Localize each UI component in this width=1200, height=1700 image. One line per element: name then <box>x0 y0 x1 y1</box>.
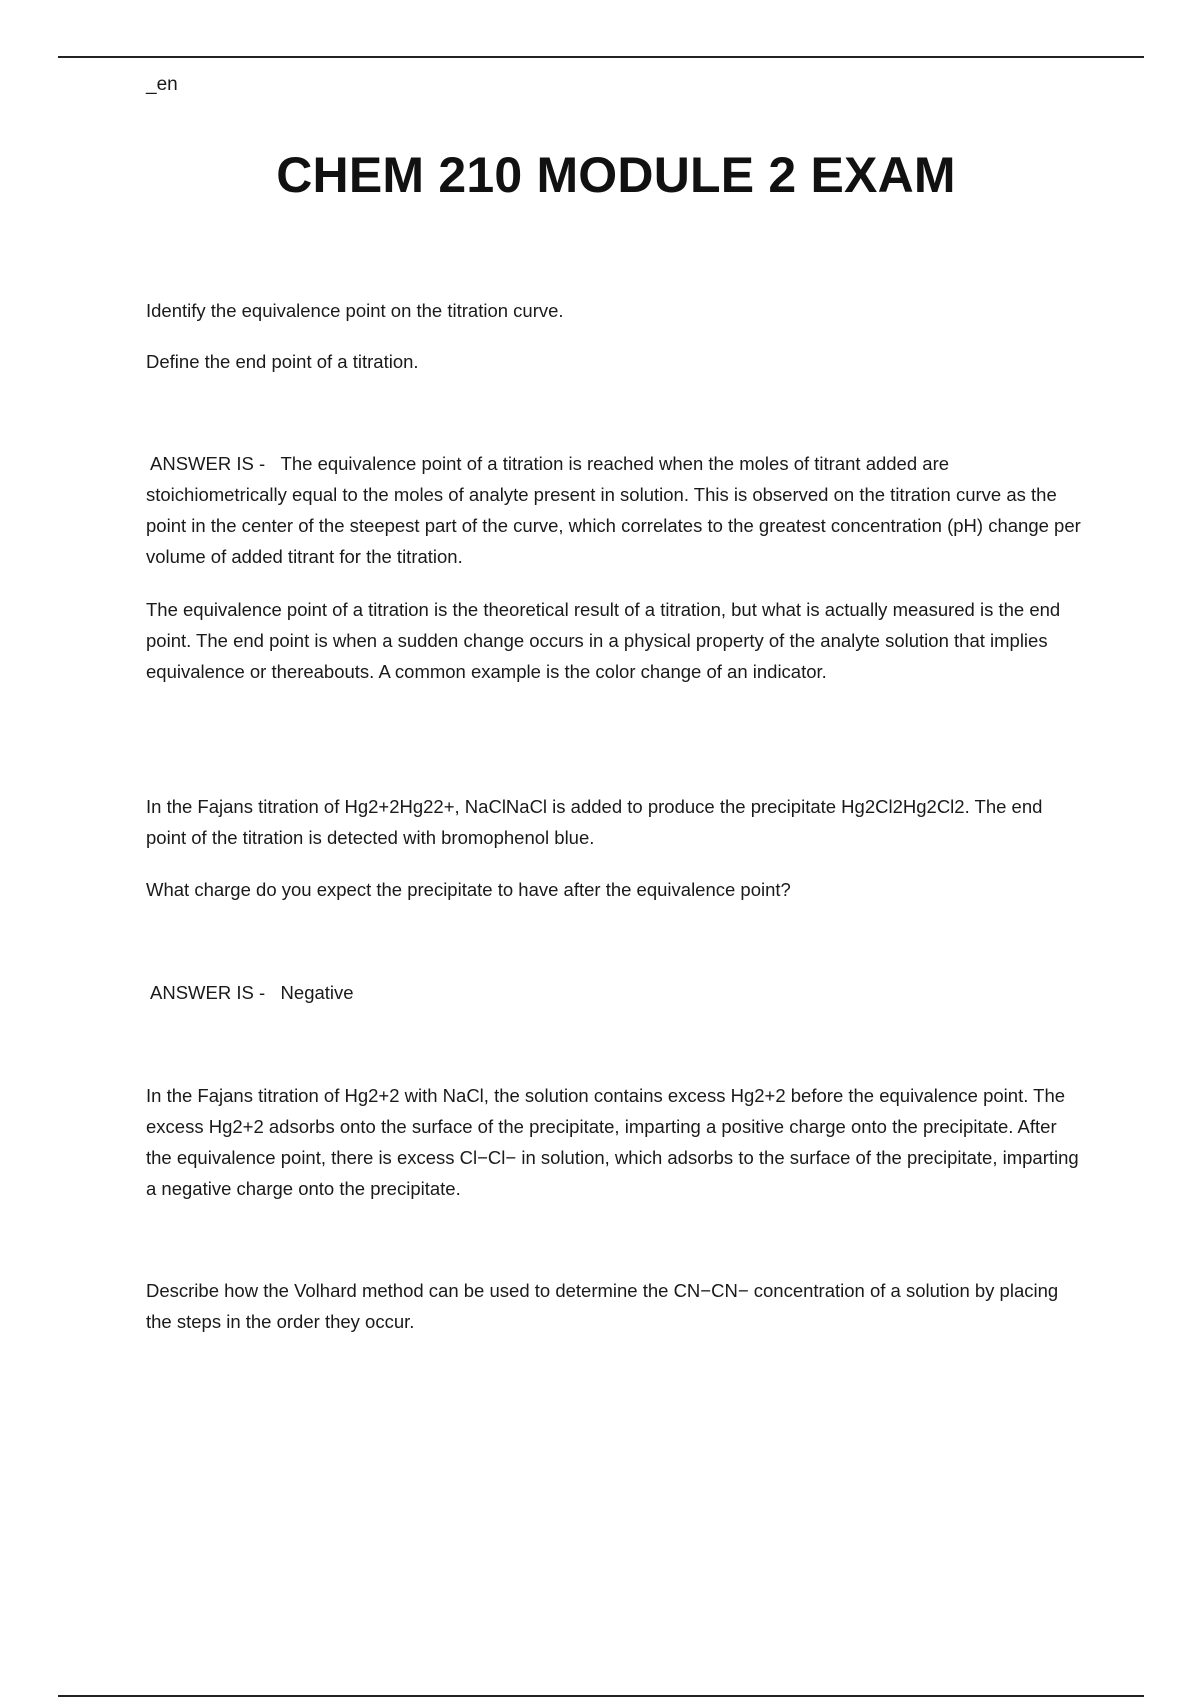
top-rule <box>58 56 1144 58</box>
answer-2-text: Negative <box>280 982 354 1003</box>
answer-2 <box>150 977 354 1008</box>
question-1-line-2: Define the end point of a titration. <box>146 351 419 372</box>
answer-1-text: The equivalence point of a titration is reached when the moles of titrant added are stoichiometrically equal to the moles of analyte present in solution. This is observed on the titration curve as the point in the center of the steepest part of the curve, which correlates to the greatest concentration (pH) change per volume of added titrant for the titration. <box>146 453 1081 567</box>
question-2-line-2: What charge do you expect the precipitate to have after the equivalence point? <box>146 879 791 900</box>
question-3: Describe how the Volhard method can be used to determine the CN−CN− concentration of a solution by placing the steps in the order they occur. <box>146 1280 1059 1332</box>
answer-1-explanation: The equivalence point of a titration is the theoretical result of a titration, but what is actually measured is the end point. The end point is when a sudden change occurs in a physical property of the analyte solution that implies equivalence or thereabouts. A common example is the color change of an indicator. <box>146 599 1061 682</box>
question-2-line-1: In the Fajans titration of Hg2+2Hg22+, NaClNaCl is added to produce the precipitate Hg2Cl2Hg2Cl2. The end point of the titration is detected with bromophenol blue. <box>146 796 1043 848</box>
answer-1 <box>146 448 1086 572</box>
answer-2-label: ANSWER IS - <box>150 982 266 1003</box>
page-title: CHEM 210 MODULE 2 EXAM <box>276 147 956 203</box>
answer-2-explanation: In the Fajans titration of Hg2+2 with NaCl, the solution contains excess Hg2+2 before the equivalence point. The excess Hg2+2 adsorbs onto the surface of the precipitate, imparting a positive charge onto the precipitate. After the equivalence point, there is excess Cl−Cl− in solution, which adsorbs to the surface of the precipitate, imparting a negative charge onto the precipitate. <box>146 1085 1079 1199</box>
answer-1-label: ANSWER IS - <box>150 453 266 474</box>
header-tag: _en <box>146 74 178 95</box>
question-1-line-1: Identify the equivalence point on the titration curve. <box>146 300 564 321</box>
bottom-rule <box>58 1695 1144 1697</box>
